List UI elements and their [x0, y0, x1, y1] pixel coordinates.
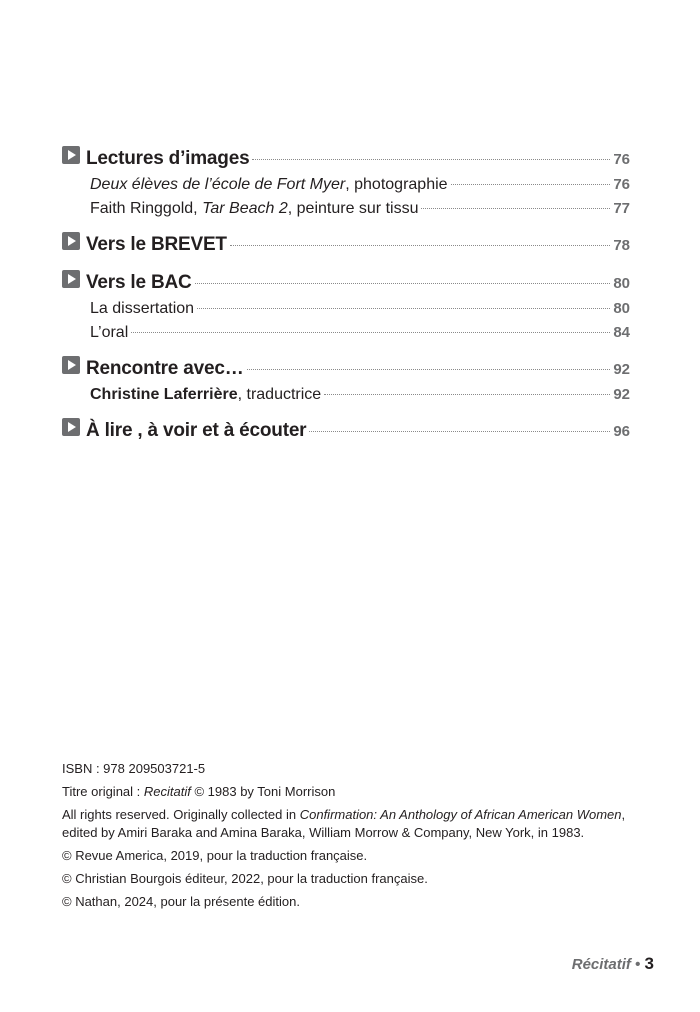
toc-entry-label: La dissertation [90, 300, 195, 317]
copyright-block [62, 760, 632, 916]
toc-entry-label: Faith Ringgold, Tar Beach 2, peinture sur tissu [90, 200, 419, 217]
running-title: Récitatif [571, 956, 631, 973]
toc-entry[interactable] [62, 176, 630, 194]
rights-line: All rights reserved. Originally collected in Confirmation: An Anthology of African American Women, edited by Amiri Baraka and Amina Baraka, William Morrow & Company, New York, in 1983. [62, 807, 626, 840]
dot-leader [197, 308, 610, 309]
toc-entry-label: L’oral [90, 324, 129, 341]
toc-page-number: 76 [613, 151, 630, 168]
toc-entry-label: Christine Laferrière, traductrice [90, 386, 322, 403]
toc-entry[interactable] [62, 200, 630, 218]
toc-heading[interactable] [62, 418, 630, 442]
toc-section-bac [62, 270, 630, 342]
play-arrow-icon [62, 270, 80, 288]
toc-heading-label: Vers le BREVET [86, 234, 227, 255]
dot-leader [309, 431, 610, 432]
toc-page-number: 78 [613, 237, 630, 254]
isbn-line: ISBN : 978 209503721-5 [62, 761, 206, 776]
original-title-line: Titre original : Recitatif © 1983 by Toni Morrison [62, 784, 336, 799]
table-of-contents [62, 146, 630, 456]
toc-heading-label: Vers le BAC [86, 272, 192, 293]
dot-leader [252, 159, 610, 160]
toc-section-a-lire [62, 418, 630, 442]
copyright-line: © Revue America, 2019, pour la traduction française. [62, 848, 368, 863]
toc-page-number: 92 [613, 386, 630, 403]
toc-page-number: 92 [613, 361, 630, 378]
play-arrow-icon [62, 418, 80, 436]
dot-leader [131, 332, 610, 333]
copyright-line: © Nathan, 2024, pour la présente édition. [62, 894, 300, 909]
dot-leader [195, 283, 611, 284]
toc-heading-label: Lectures d’images [86, 148, 250, 169]
bullet-separator: • [630, 956, 645, 973]
page-footer [572, 954, 654, 974]
toc-section-rencontre [62, 356, 630, 404]
toc-heading[interactable] [62, 232, 630, 256]
play-arrow-icon [62, 356, 80, 374]
toc-section-lectures [62, 146, 630, 218]
toc-section-brevet [62, 232, 630, 256]
toc-heading-label: À lire , à voir et à écouter [86, 420, 307, 441]
toc-entry[interactable] [62, 300, 630, 318]
page-number: 3 [644, 954, 654, 973]
toc-heading[interactable] [62, 146, 630, 170]
dot-leader [421, 208, 610, 209]
toc-page-number: 80 [613, 300, 630, 317]
dot-leader [324, 394, 610, 395]
toc-page-number: 84 [613, 324, 630, 341]
toc-page-number: 80 [613, 275, 630, 292]
play-arrow-icon [62, 146, 80, 164]
toc-page-number: 76 [613, 176, 630, 193]
toc-heading[interactable] [62, 270, 630, 294]
toc-entry[interactable] [62, 324, 630, 342]
dot-leader [230, 245, 610, 246]
toc-page-number: 96 [613, 423, 630, 440]
play-arrow-icon [62, 232, 80, 250]
toc-heading-label: Rencontre avec… [86, 358, 244, 379]
toc-heading[interactable] [62, 356, 630, 380]
toc-entry-label: Deux élèves de l’école de Fort Myer, photographie [90, 176, 448, 193]
copyright-line: © Christian Bourgois éditeur, 2022, pour la traduction française. [62, 871, 428, 886]
dot-leader [451, 184, 611, 185]
dot-leader [247, 369, 611, 370]
toc-entry[interactable] [62, 386, 630, 404]
toc-page-number: 77 [613, 200, 630, 217]
